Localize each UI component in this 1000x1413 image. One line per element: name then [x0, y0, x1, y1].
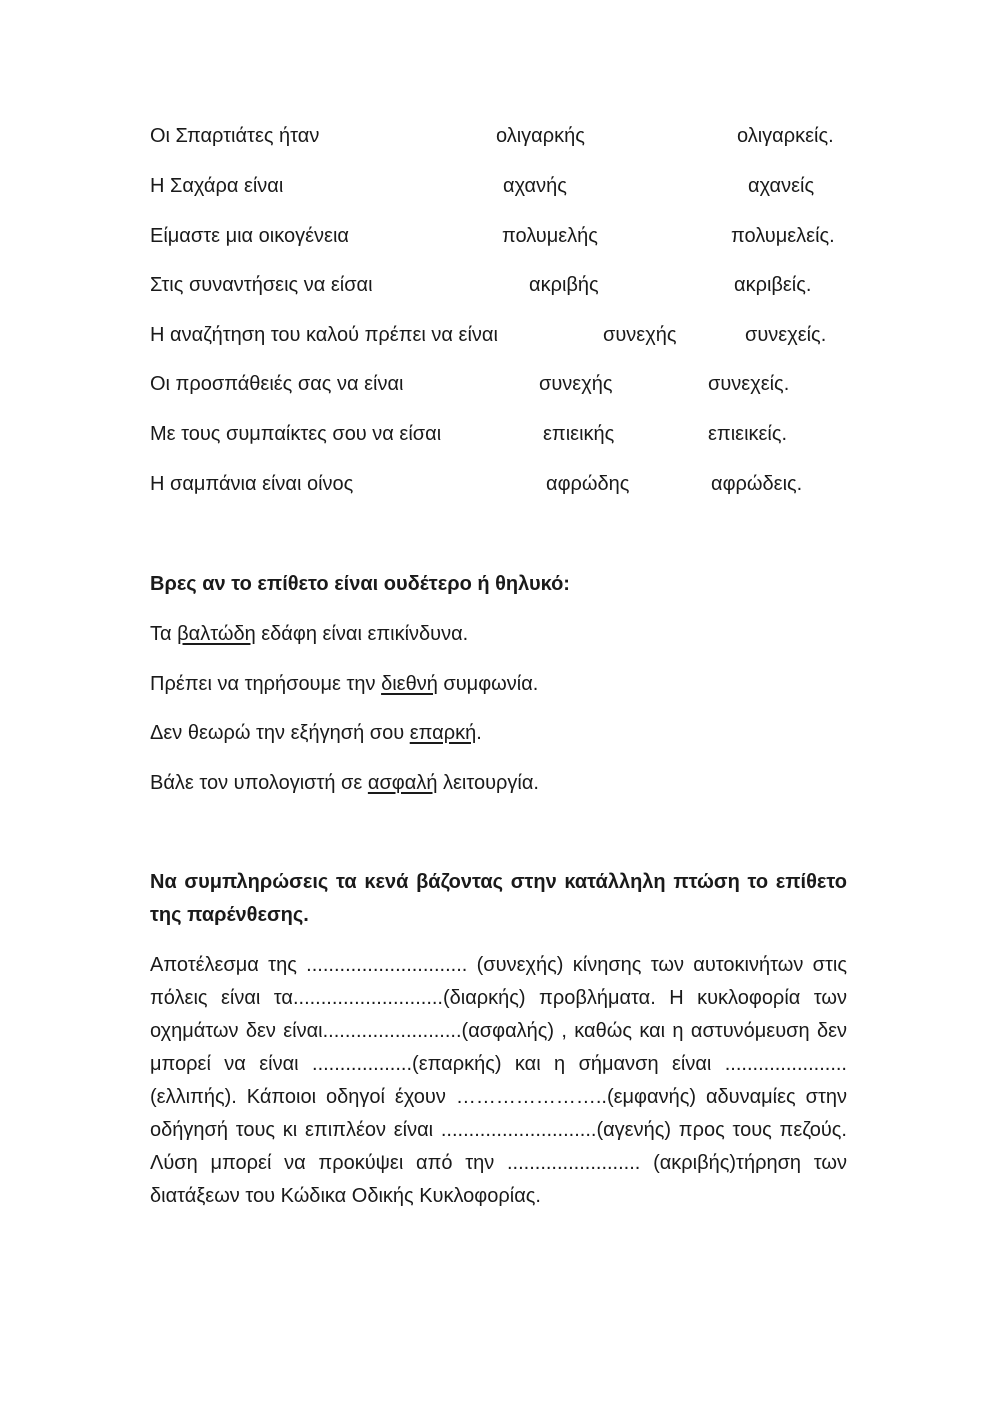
choice-sentence: Η Σαχάρα είναι: [150, 175, 284, 197]
sentence-text: συμφωνία.: [437, 673, 539, 695]
choice-sentence: Στις συναντήσεις να είσαι: [150, 274, 373, 296]
choice-sentence: Με τους συμπαίκτες σου να είσαι: [150, 423, 442, 445]
choice-option-plural[interactable]: ολιγαρκείς.: [737, 125, 834, 147]
choice-option-singular[interactable]: ακριβής: [529, 274, 599, 296]
choice-option-singular[interactable]: αχανής: [503, 175, 567, 197]
choice-option-singular[interactable]: συνεχής: [603, 324, 677, 346]
choice-option-singular[interactable]: ολιγαρκής: [496, 125, 585, 147]
gender-sentence: [150, 620, 468, 648]
choice-sentence: Είμαστε μια οικογένεια: [150, 225, 349, 247]
gender-sentence: [150, 670, 538, 698]
gender-sentence: [150, 719, 482, 747]
choice-option-singular[interactable]: αφρώδης: [546, 473, 630, 495]
choice-option-plural[interactable]: συνεχείς.: [708, 373, 790, 395]
choice-option-singular[interactable]: επιεικής: [543, 423, 615, 445]
choice-option-singular[interactable]: πολυμελής: [502, 225, 598, 247]
choice-sentence: Η σαμπάνια είναι οίνος: [150, 473, 354, 495]
choice-option-plural[interactable]: ακριβείς.: [734, 274, 812, 296]
underlined-adjective: ασφαλή: [367, 772, 438, 794]
choice-sentence: Οι προσπάθειές σας να είναι: [150, 373, 404, 395]
sentence-text: .: [476, 722, 482, 744]
gender-sentence: [150, 769, 539, 797]
underlined-adjective: διεθνή: [381, 673, 438, 695]
choice-option-plural[interactable]: αχανείς: [748, 175, 815, 197]
choice-sentence: Η αναζήτηση του καλού πρέπει να είναι: [150, 324, 498, 346]
section2-heading: Βρες αν το επίθετο είναι ουδέτερο ή θηλυκό:: [150, 573, 570, 595]
choice-sentence: Οι Σπαρτιάτες ήταν: [150, 125, 320, 147]
choice-option-plural[interactable]: συνεχείς.: [745, 324, 827, 346]
choice-option-plural[interactable]: επιεικείς.: [708, 423, 788, 445]
fill-blanks-paragraph: Αποτέλεσμα της ............................. (συνεχής) κίνησης των αυτοκινήτων στις πόλεις είναι τα...........................(διαρκής) προβλήματα. Η κυκλοφορία των οχημάτων δεν είναι.........................(ασφαλής) , καθώς και η αστυνόμευση δεν μπορεί να είναι ..................(επαρκής) και η σήμανση είναι ......................(ελλιπής). Κάποιοι οδηγοί έχουν …………………..(εμφανής) αδυναμίες στην οδήγησή τους κι επιπλέον είναι ............................(αγενής) προς τους πεζούς. Λύση μπορεί να προκύψει από την ........................ (ακριβής)τήρηση των διατάξεων του Κώδικα Οδικής Κυκλοφορίας.: [150, 954, 847, 1207]
sentence-text: Βάλε τον υπολογιστή σε: [150, 772, 368, 794]
underlined-adjective: επαρκή: [409, 722, 477, 744]
sentence-text: Πρέπει να τηρήσουμε την: [150, 673, 382, 695]
sentence-text: λειτουργία.: [437, 772, 539, 794]
choice-option-plural[interactable]: πολυμελείς.: [731, 225, 835, 247]
sentence-text: Τα: [150, 623, 178, 645]
section3-heading: Να συμπληρώσεις τα κενά βάζοντας στην κατάλληλη πτώση το επίθετο της παρένθεσης.: [150, 871, 847, 926]
sentence-text: εδάφη είναι επικίνδυνα.: [255, 623, 469, 645]
choice-option-singular[interactable]: συνεχής: [539, 373, 613, 395]
sentence-text: Δεν θεωρώ την εξήγησή σου: [150, 722, 410, 744]
choice-option-plural[interactable]: αφρώδεις.: [711, 473, 803, 495]
underlined-adjective: βαλτώδη: [177, 623, 256, 645]
